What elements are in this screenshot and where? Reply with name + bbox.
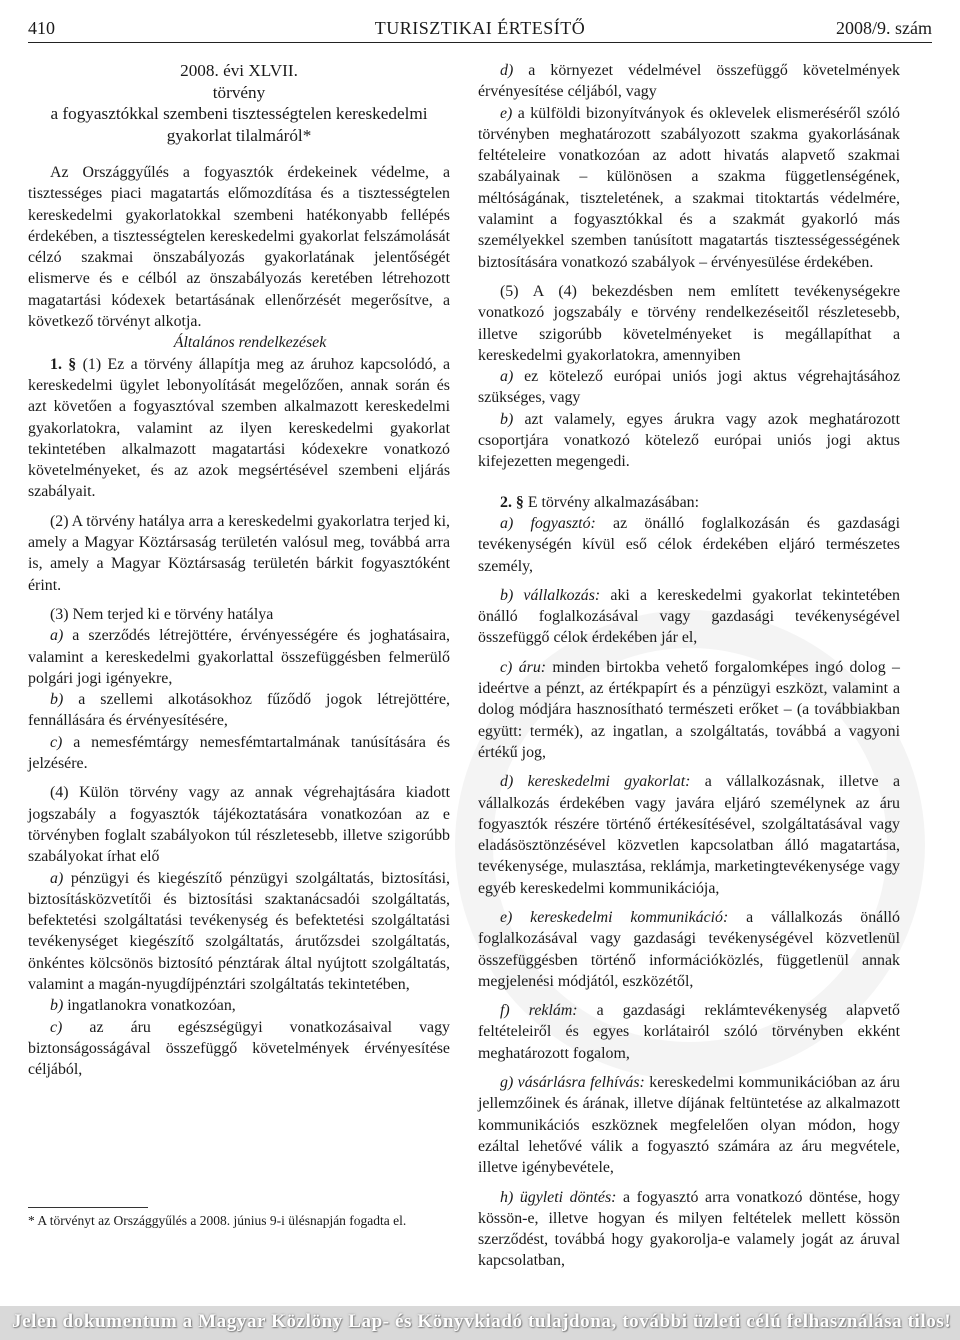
page-number: 410 [28,18,55,38]
section-1-number: 1. § [50,355,77,373]
definition-text: aki a kereskedelmi gyakorlat tekintetében önálló foglalkozásával vagy gazdasági tevékenységével összefüggő célok érdekében jár el, [478,586,900,647]
definition-text: minden birtokba vehető forgalomképes ingó dolog – ideértve a pénzt, az értékpapírt és a pénzügyi eszközt, valamint a dolog módjára hasznosítható természeti erőket – (a továbbiakban együtt: termék), az ingatlan, a szolgáltatás, továbbá a vagyoni értékű jog, [478,658,900,761]
paragraph-1-5: (5) A (4) bekezdésben nem említett tevékenységekre vonatkozó jogszabály e törvény rendelkezéseitől részletesebb, illetve szigorúbb követelményeket is megállapíthat a kereskedelmi gyakorlatokra, amennyiben [478,282,900,364]
definition-term: g) vásárlásra felhívás: [500,1074,645,1092]
definition-term: e) kereskedelmi kommunikáció: [500,908,729,926]
copyright-notice-band [0,1306,960,1340]
paragraph-1-2: (2) A törvény hatálya arra a kereskedelmi gyakorlatra terjed ki, amely a Magyar Köztársaság területén valósul meg, továbbá arra is, amely a Magyar Köztársaság területén bárkit fogyasztóként érint. [28,512,450,594]
preamble: Az Országgyűlés a fogyasztók érdekeinek védelme, a tisztességes piaci magatartás előmozdítása és a tisztességtelen kereskedelmi gyakorlatokkal szembeni hatékonyabb fellépés érdekében, a tisztességtelen kereskedelmi gyakorlat felszámolását célzó szakmai önszabályozás gyakorlatának jelentőségét elismerve és e célból az önszabályozás keretében létrehozott magatartási kódexek betartásának ellenőrzését megerősítve, a következő törvényt alkotja. [28,164,450,331]
point-text: ingatlanokra vonatkozóan, [63,997,236,1015]
point-label: a) [500,368,514,386]
point-text: a szellemi alkotásokhoz fűződő jogok létrejöttére, fennállására és érvényesítésére, [28,691,450,730]
journal-title: TURISZTIKAI ÉRTESÍTŐ [374,18,586,38]
definition-term: b) vállalkozás: [500,586,601,604]
point-text: azt valamely, egyes árukra vagy azok meghatározott csoportjára vonatkozó kötelező európai uniós jogi aktus kifejezetten megengedi. [478,410,900,471]
definition-g [478,1072,900,1178]
definition-term: h) ügyleti döntés: [500,1188,617,1206]
paragraph-1-3: (3) Nem terjed ki e törvény hatálya [50,605,274,623]
point-1-3-b [28,689,450,732]
point-1-5-a [478,366,900,409]
right-column [478,60,900,1272]
point-1-4-c [28,1017,450,1081]
point-label: b) [500,410,514,428]
point-text: ez kötelező európai uniós jogi aktus végrehajtásához szükséges, vagy [478,368,900,407]
definition-c [478,657,900,763]
left-column [28,60,450,1080]
point-label: a) [50,869,64,887]
point-text: a nemesfémtárgy nemesfémtartalmának tanúsítására és jelzésére. [28,733,450,773]
definition-b [478,585,900,649]
definition-text: kereskedelmi kommunikációban az áru jellemzőinek és árának, illetve díjának feltüntetése az alkalmazott kommunikációs eszköznek megfelelően olyan módon, hogy ezáltal lehetővé válik a fogyasztó számára az áru megvétele, illetve igénybevétele, [478,1074,900,1177]
law-type: törvény [212,82,266,102]
point-1-4-e [478,103,900,273]
law-number: 2008. évi XLVII. [180,61,298,80]
definition-h [478,1187,900,1272]
point-text: a környezet védelmével összefüggő követelmények érvényesítése céljából, vagy [478,62,900,101]
definition-a [478,513,900,577]
point-1-3-c [28,732,450,775]
law-title-line-2: gyakorlat tilalmáról* [166,125,312,145]
issue-number: 2008/9. szám [836,18,932,38]
definition-f [478,1000,900,1064]
definition-text: az önálló foglalkozásán és gazdasági tevékenységén kívül eső célok érdekében eljáró természetes személy, [478,514,900,575]
point-label: d) [500,62,514,79]
definition-d [478,771,900,899]
definition-text: a vállalkozásnak, illetve a vállalkozás érdekében vagy javára eljáró személynek az áru fogyasztók részére történő értékesítésével, szolgáltatásával vagy eladásösztönzésével közvetlen kapcsolatban álló magatartása, tevékenysége, mulasztása, reklámja, marketingtevékenysége vagy egyéb kereskedelmi kommunikációja, [478,773,900,897]
page-header [28,18,932,43]
paragraph-1-4: (4) Külön törvény vagy az annak végrehajtására kiadott jogszabály a fogyasztók tájékoztatására vonatkozóan az e törvényben foglalt szabályokon túl részletesebb, illetve szigorúbb szabályokat írhat elő [28,784,450,866]
point-1-3-a [28,625,450,689]
point-1-4-d [478,60,900,103]
point-text: pénzügyi és kiegészítő pénzügyi szolgáltatás, biztosítási, biztosításközvetítői és biztosítási szaktanácsadói szolgáltatás, befektetési szolgáltatási tevékenység és befektetési szolgáltatási tevékenységet kiegészítő szolgáltatás, árutőzsdei szolgáltatás, önkéntes kölcsönös biztosító pénztárak által nyújtott szolgáltatás, valamint a magán-nyugdíjpénztári szolgáltatás tekintetében, [28,869,450,993]
point-label: b) [50,691,64,709]
section-heading: Általános rendelkezések [173,334,327,352]
point-label: e) [500,104,513,122]
copyright-notice: Jelen dokumentum a Magyar Közlöny Lap- és Könyvkiadó tulajdona, további üzleti célú felhasználása tilos! [12,1311,952,1332]
definition-term: f) reklám: [500,1002,578,1020]
section-2-intro [478,492,900,513]
definition-term: a) fogyasztó: [500,514,596,532]
definition-term: c) áru: [500,658,547,676]
definition-text: a gazdasági reklámtevékenység alapvető feltételeiről és egyes korlátairól szóló törvényben ekként meghatározott fogalom, [478,1002,900,1062]
point-1-5-b [478,409,900,473]
definition-text: a vállalkozás önálló foglalkozásával vagy gazdasági tevékenységével közvetlenül összefüggésben történő információközlés, függetlenül annak megjelenési módjától, eszközétől, [478,908,900,990]
definition-e [478,907,900,992]
paragraph-1-1 [28,354,450,503]
footnote-divider [28,1207,148,1208]
law-title-line-1: a fogyasztókkal szembeni tisztességtelen kereskedelmi [50,104,428,123]
footnote: * A törvényt az Országgyűlés a 2008. június 9-i ülésnapján fogadta el. [28,1213,407,1228]
paragraph-text: E törvény alkalmazásában: [523,493,700,511]
point-text: a külföldi bizonyítványok és oklevelek elismeréséről szóló törvényben meghatározott szabályozott szakma gyakorlásának feltételeire vonatkozóan az adott hivatás alapvető szakmai szabályainak – különösen a szakma függetlenségének, méltóságának, tiszteletének, a szakmai titoktartás védelmére, valamint a fogyasztókkal és a szakmát gyakorló más személyekkel szemben tanúsított magatartás tisztességességének biztosítására vonatkozó szabályok – érvényesülése érdekében. [478,104,900,271]
point-text: az áru egészségügyi vonatkozásaival vagy biztonságosságával összefüggő követelmények érvényesítése céljából, [28,1018,450,1079]
point-label: a) [50,627,64,645]
section-2-number: 2. § [500,493,524,511]
law-heading [28,60,450,146]
paragraph-text: (1) Ez a törvény állapítja meg az áruhoz kapcsolódó, a kereskedelmi ügylet lebonyolítását megelőzően, annak során és azt követően a fogyasztóval szemben alkalmazott kereskedelmi gyakorlatokra, valamint az ilyen kereskedelmi gyakorlat tekintetében alkalmazott magatartási kódexekre vonatkozó követelményeket, és az azok megsértésével szembeni eljárás szabályait. [28,355,451,501]
point-label: c) [50,733,63,751]
point-1-4-b [28,995,450,1016]
point-text: a szerződés létrejöttére, érvényességére és joghatásaira, valamint a kereskedelmi gyakorlattal összefüggésben felmerülő polgári jogi igényekre, [28,627,450,687]
definition-term: d) kereskedelmi gyakorlat: [500,773,691,791]
point-label: b) [50,997,64,1015]
point-label: c) [50,1018,63,1036]
point-1-4-a [28,868,450,996]
definition-text: a fogyasztó arra vonatkozó döntése, hogy kössön-e, illetve hogyan és milyen feltételek mellett kössön szerződést, továbbá hogy gyakorolja-e valamely jogát az áruval kapcsolatban, [478,1188,900,1270]
